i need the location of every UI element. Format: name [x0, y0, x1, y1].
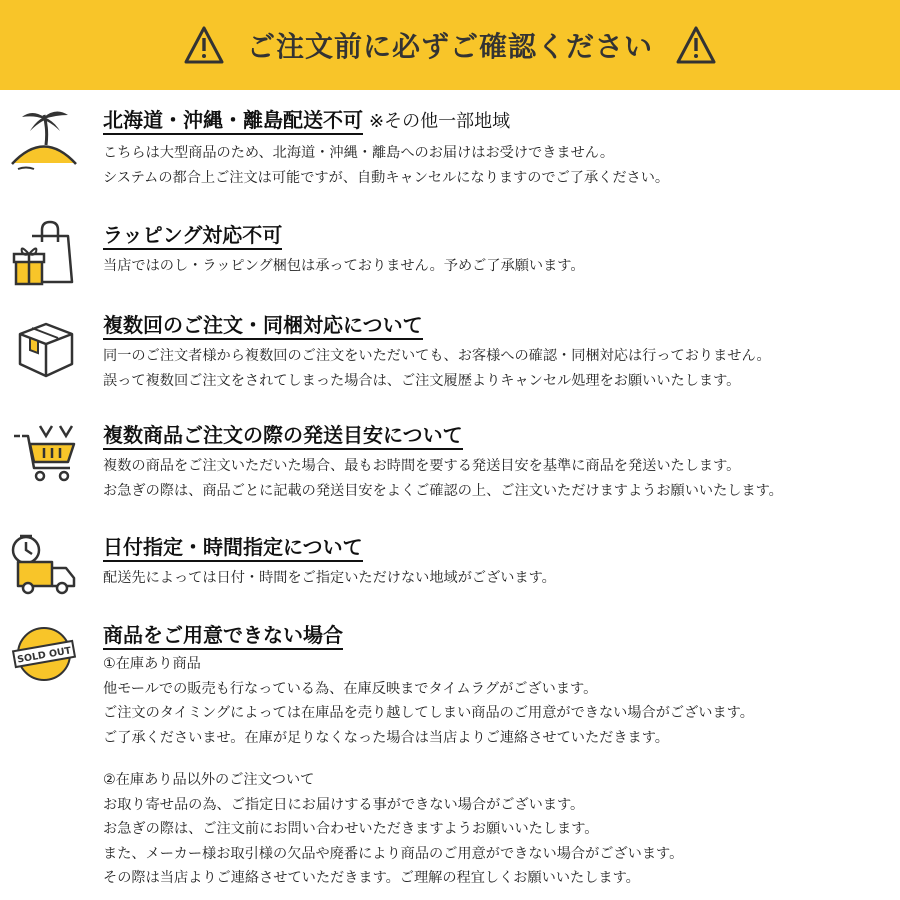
section-text: 同一のご注文者様から複数回のご注文をいただいても、お客様への確認・同梱対応は行っておりません。: [103, 348, 771, 364]
section-heading: 複数回のご注文・同梱対応について: [103, 312, 423, 340]
section-text: 誤って複数回ご注文をされてしまった場合は、ご注文履歴よりキャンセル処理をお願いいたします。: [103, 372, 741, 389]
section-text: 複数の商品をご注文いただいた場合、最もお時間を要する発送目安を基準に商品を発送いたします。: [103, 458, 741, 474]
gift-bag-icon: [10, 220, 78, 288]
section-heading: 複数商品ご注文の際の発送目安について: [103, 422, 463, 450]
delivery-truck-clock-icon: [10, 532, 78, 600]
section-heading: 北海道・沖縄・離島配送不可: [103, 107, 363, 135]
section-heading: ラッピング対応不可: [103, 222, 282, 250]
island-icon: [10, 107, 78, 175]
sold-out-icon: [10, 622, 78, 690]
package-box-icon: [10, 314, 78, 382]
section-text: 配送先によっては日付・時間をご指定いただけない地域がございます。: [103, 570, 556, 586]
section-text: ②在庫あり品以外のご注文ついて: [103, 772, 315, 788]
warning-icon: [675, 25, 717, 65]
section-text: その際は当店よりご連絡させていただきます。ご理解の程宜しくお願いいたします。: [103, 870, 640, 886]
section-text: ①在庫あり商品: [103, 656, 201, 672]
section-text: こちらは大型商品のため、北海道・沖縄・離島へのお届けはお受けできません。: [103, 145, 615, 161]
section-note: ※その他一部地域: [369, 111, 511, 132]
section-heading: 商品をご用意できない場合: [103, 622, 343, 650]
shopping-cart-icon: [10, 422, 78, 490]
section-text: システムの都合上ご注文は可能ですが、自動キャンセルになりますのでご了承ください。: [103, 169, 670, 186]
section-heading: 日付指定・時間指定について: [103, 534, 363, 562]
section-text: 他モールでの販売も行なっている為、在庫反映までタイムラグがございます。: [103, 680, 598, 697]
section-text: お急ぎの際は、商品ごとに記載の発送目安をよくご確認の上、ご注文いただけますようお願いいたします。: [103, 482, 783, 499]
section-text: 当店ではのし・ラッピング梱包は承っておりません。予めご了承願います。: [103, 258, 585, 274]
section-text: ご了承くださいませ。在庫が足りなくなった場合は当店よりご連絡させていただきます。: [103, 729, 669, 746]
section-text: お取り寄せ品の為、ご指定日にお届けする事ができない場合がございます。: [103, 796, 585, 813]
section-text: ご注文のタイミングによっては在庫品を売り越してしまい商品のご用意ができない場合がございます。: [103, 705, 754, 721]
section-text: また、メーカー様お取引様の欠品や廃番により商品のご用意ができない場合がございます。: [103, 845, 684, 862]
section-text: お急ぎの際は、ご注文前にお問い合わせいただきますようお願いいたします。: [103, 821, 599, 837]
banner-title: ご注文前に必ずご確認ください: [246, 30, 653, 63]
sold-out-text: SOLD OUT: [16, 645, 73, 666]
warning-icon: [183, 25, 225, 65]
warning-banner: [0, 0, 900, 90]
